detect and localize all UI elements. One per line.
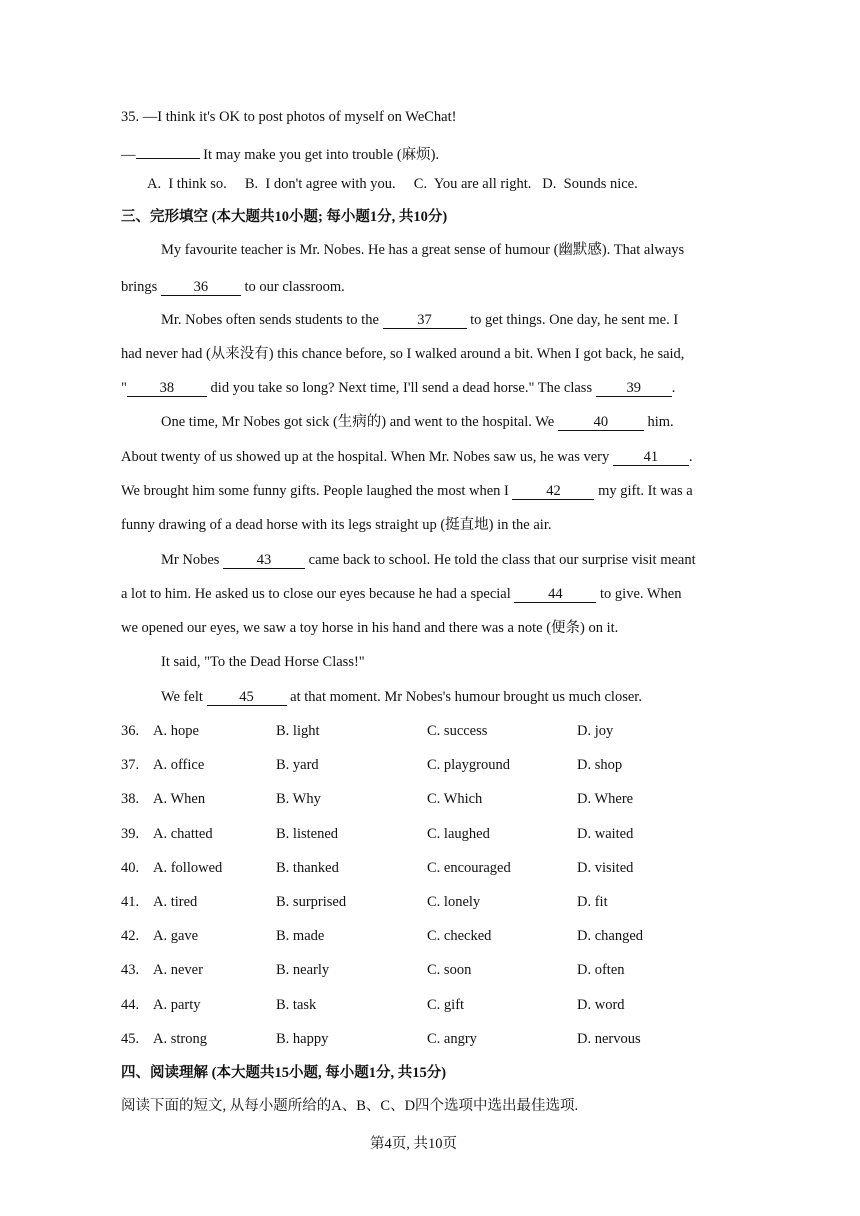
option-number: 36. [121, 723, 140, 739]
option-choice-b[interactable]: B. nearly [276, 962, 330, 979]
option-choice-b[interactable]: B. yard [276, 757, 319, 774]
option-choice-b[interactable]: B. surprised [276, 894, 347, 910]
option-choice-d[interactable]: D. shop [577, 757, 623, 774]
option-choice-a[interactable]: A. party [153, 996, 201, 1013]
option-choice-c[interactable]: C. soon [427, 962, 472, 979]
option-choice-a[interactable]: A. hope [153, 723, 199, 739]
blank-38[interactable]: 38 [127, 380, 207, 397]
passage-line: " 38 did you take so long? Next time, I'll send a dead horse." The class 39 . [121, 380, 676, 396]
option-choice-d[interactable]: D. waited [577, 825, 634, 842]
q35-reply-text: It may make you get into trouble (麻烦). [199, 147, 440, 163]
option-number: 39. [121, 825, 140, 842]
option-choice-d[interactable]: D. often [577, 962, 625, 979]
blank-37[interactable]: 37 [383, 312, 467, 329]
passage-line: About twenty of us showed up at the hospital. When Mr. Nobes saw us, he was very 41 . [121, 449, 693, 465]
option-choice-b[interactable]: B. made [276, 928, 325, 945]
page-footer: 第4页, 共10页 [370, 1136, 457, 1152]
blank-44[interactable]: 44 [514, 586, 596, 603]
option-choice-c[interactable]: C. laughed [427, 825, 490, 842]
option-choice-d[interactable]: D. Where [577, 791, 634, 808]
q35-dash: — [121, 147, 136, 163]
option-choice-c[interactable]: C. Which [427, 791, 483, 808]
option-choice-d[interactable]: D. visited [577, 859, 634, 876]
option-choice-a[interactable]: A. office [153, 757, 205, 774]
q35-options: A. I think so. B. I don't agree with you. C. You are all right. D. Sounds nice. [147, 176, 638, 192]
blank-43[interactable]: 43 [223, 552, 305, 569]
option-choice-a[interactable]: A. tired [153, 894, 198, 910]
option-number: 44. [121, 996, 140, 1013]
option-choice-c[interactable]: C. success [427, 723, 488, 739]
passage-line: funny drawing of a dead horse with its legs straight up (挺直地) in the air. [121, 517, 552, 533]
option-choice-b[interactable]: B. light [276, 723, 320, 739]
option-choice-b[interactable]: B. listened [276, 825, 339, 842]
option-choice-a[interactable]: A. chatted [153, 825, 213, 842]
option-choice-c[interactable]: C. gift [427, 996, 465, 1013]
option-choice-d[interactable]: D. changed [577, 928, 644, 945]
option-choice-b[interactable]: B. thanked [276, 859, 339, 876]
passage-line: We brought him some funny gifts. People laughed the most when I 42 my gift. It was a [121, 483, 693, 499]
option-number: 37. [121, 757, 140, 774]
passage-line: One time, Mr Nobes got sick (生病的) and went to the hospital. We 40 him. [161, 414, 674, 430]
q35-prompt: 35. —I think it's OK to post photos of myself on WeChat! [121, 109, 457, 125]
section4-instruction: 阅读下面的短文, 从每小题所给的A、B、C、D四个选项中选出最佳选项. [121, 1098, 579, 1114]
option-choice-a[interactable]: A. strong [153, 1030, 207, 1047]
option-choice-a[interactable]: A. never [153, 962, 203, 979]
option-choice-c[interactable]: C. checked [427, 928, 492, 945]
passage-line: My favourite teacher is Mr. Nobes. He has a great sense of humour (幽默感). That always [161, 242, 685, 258]
option-choice-b[interactable]: B. happy [276, 1030, 329, 1047]
blank-40[interactable]: 40 [558, 414, 644, 431]
blank-36[interactable]: 36 [161, 279, 241, 296]
option-number: 43. [121, 962, 140, 979]
option-choice-d[interactable]: D. word [577, 996, 625, 1013]
option-number: 42. [121, 928, 140, 945]
passage-line: brings 36 to our classroom. [121, 279, 345, 295]
passage-line: Mr Nobes 43 came back to school. He told the class that our surprise visit meant [161, 552, 696, 568]
option-choice-d[interactable]: D. joy [577, 723, 614, 739]
option-choice-d[interactable]: D. fit [577, 894, 608, 910]
blank-42[interactable]: 42 [512, 483, 594, 500]
passage-line: had never had (从来没有) this chance before, so I walked around a bit. When I got back, he said, [121, 346, 685, 362]
option-number: 45. [121, 1030, 140, 1047]
passage-line: Mr. Nobes often sends students to the 37 to get things. One day, he sent me. I [161, 312, 679, 328]
option-choice-c[interactable]: C. playground [427, 757, 510, 774]
blank-41[interactable]: 41 [613, 449, 689, 466]
passage-line: a lot to him. He asked us to close our eyes because he had a special 44 to give. When [121, 586, 682, 602]
passage-line: We felt 45 at that moment. Mr Nobes's humour brought us much closer. [161, 689, 642, 705]
option-choice-c[interactable]: C. lonely [427, 894, 481, 910]
option-number: 38. [121, 791, 140, 808]
passage-line: we opened our eyes, we saw a toy horse in his hand and there was a note (便条) on it. [121, 620, 619, 636]
section4-heading: 四、阅读理解 (本大题共15小题, 每小题1分, 共15分) [121, 1065, 447, 1081]
option-choice-a[interactable]: A. When [153, 791, 206, 808]
blank-45[interactable]: 45 [207, 689, 287, 706]
option-number: 40. [121, 859, 140, 876]
option-choice-c[interactable]: C. angry [427, 1030, 477, 1047]
option-number: 41. [121, 894, 140, 910]
q35-reply [121, 142, 439, 164]
option-choice-c[interactable]: C. encouraged [427, 859, 511, 876]
option-choice-b[interactable]: B. Why [276, 791, 321, 808]
section3-heading: 三、完形填空 (本大题共10小题; 每小题1分, 共10分) [121, 209, 448, 225]
option-choice-d[interactable]: D. nervous [577, 1030, 641, 1047]
option-choice-a[interactable]: A. gave [153, 928, 199, 945]
q35-blank[interactable] [136, 142, 200, 159]
option-choice-b[interactable]: B. task [276, 996, 317, 1013]
blank-39[interactable]: 39 [596, 380, 672, 397]
passage-line: It said, "To the Dead Horse Class!" [161, 654, 365, 670]
option-choice-a[interactable]: A. followed [153, 859, 223, 876]
